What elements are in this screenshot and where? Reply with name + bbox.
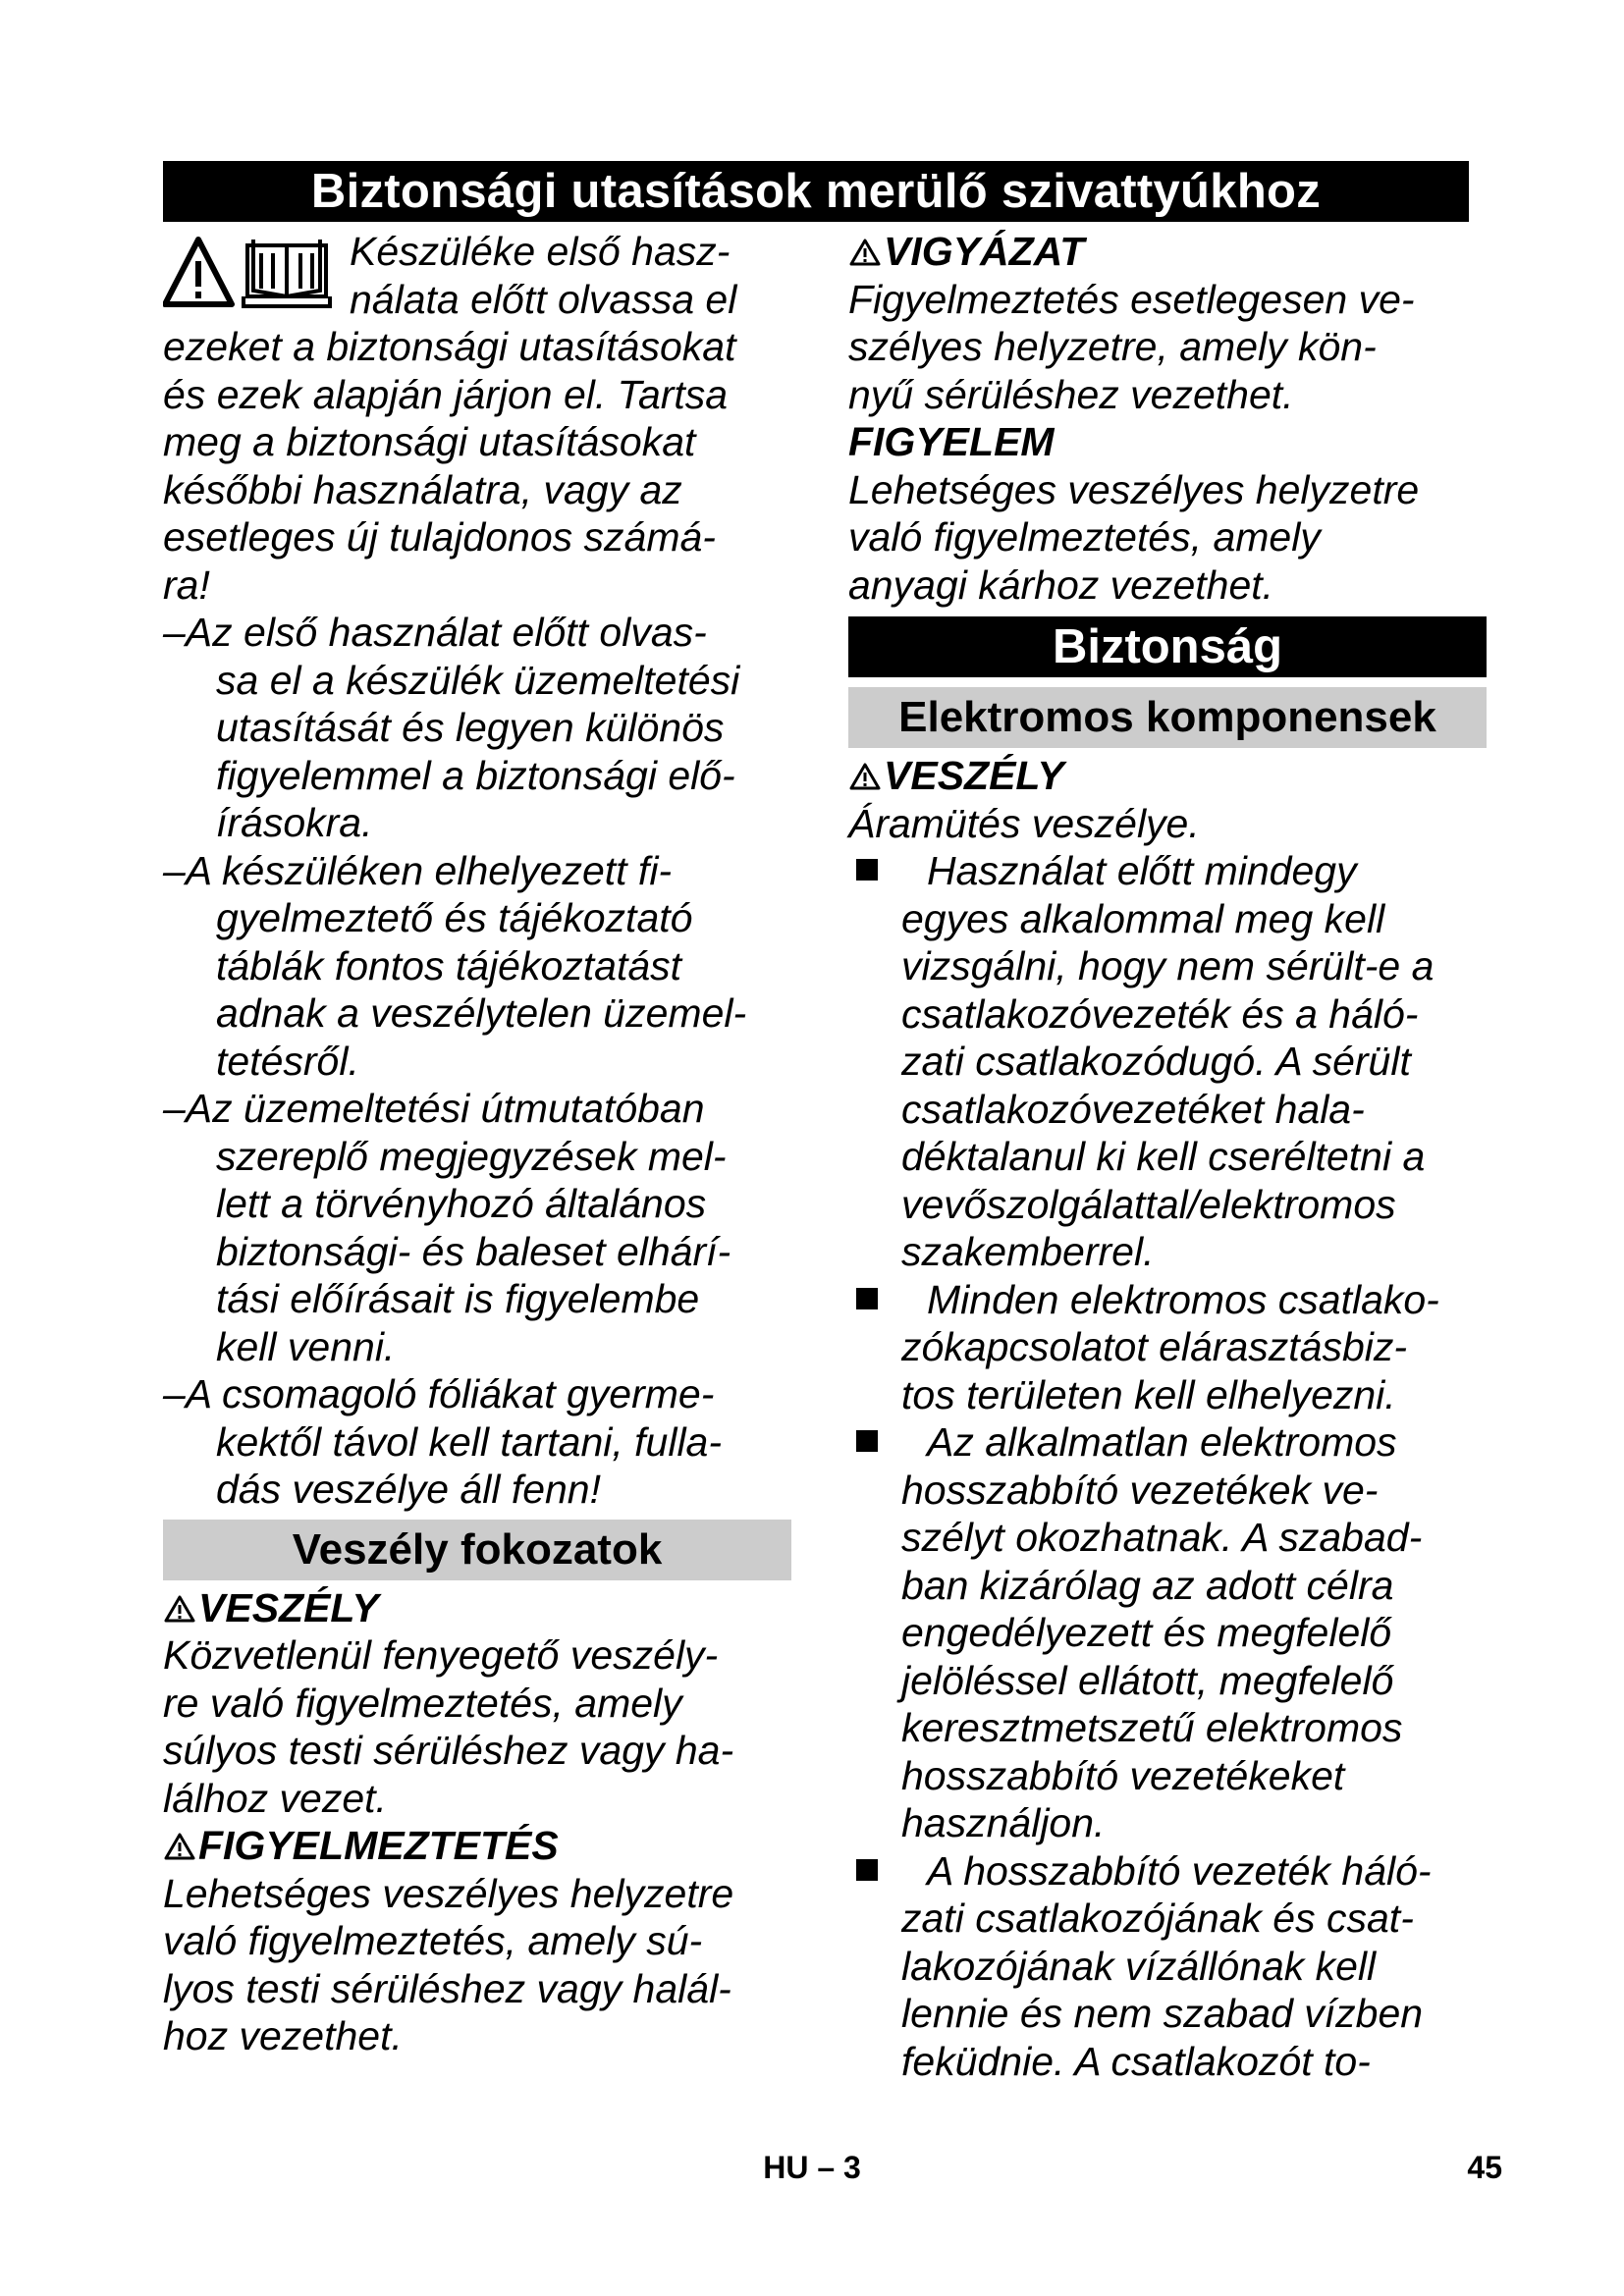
list-item-line: feküdnie. A csatlakozót to- xyxy=(901,2038,1371,2084)
warning-manual-icon xyxy=(163,234,336,314)
list-item-line: tetésről. xyxy=(216,1038,359,1084)
list-item xyxy=(163,609,791,847)
list-item-line: sa el a készülék üzemeltetési xyxy=(216,657,740,703)
notice-text-line: való figyelmeztetés, amely xyxy=(848,514,1321,560)
warning-icon xyxy=(163,1594,196,1624)
list-item xyxy=(848,1276,1487,1419)
right-column xyxy=(848,228,1487,2085)
list-item-line: jelöléssel ellátott, megfelelő xyxy=(901,1657,1394,1703)
list-item xyxy=(163,1085,791,1370)
list-item-line: adnak a veszélytelen üzemel- xyxy=(216,990,747,1036)
danger-text-line: Közvetlenül fenyegető veszély- xyxy=(163,1632,719,1678)
list-item-line: táblák fontos tájékoztatást xyxy=(216,942,682,988)
list-item-line: lakozójának vízállónak kell xyxy=(901,1943,1377,1989)
list-item-line: szereplő megjegyzések mel- xyxy=(216,1133,727,1179)
list-item-line: csatlakozóvezeték és a háló- xyxy=(901,990,1419,1037)
danger-label: VESZÉLY xyxy=(198,1584,379,1630)
caution-text-line: Figyelmeztetés esetlegesen ve- xyxy=(848,276,1415,322)
danger-text-line: súlyos testi sérüléshez vagy ha- xyxy=(163,1728,734,1773)
list-item-line: keresztmetszetű elektromos xyxy=(901,1705,1403,1750)
footer-section-code: HU – 3 xyxy=(763,2150,861,2185)
list-item-line: tos területen kell elhelyezni. xyxy=(901,1371,1396,1417)
list-item-line: dás veszélye áll fenn! xyxy=(216,1467,602,1512)
list-item-line: –Az első használat előtt olvas- xyxy=(163,610,707,655)
intro-line: ezeket a biztonsági utasításokat xyxy=(163,324,736,369)
notice-text-line: Lehetséges veszélyes helyzetre xyxy=(848,466,1420,512)
list-item-line: szakemberrel. xyxy=(901,1229,1155,1274)
list-item-line: csatlakozóvezetéket hala- xyxy=(901,1086,1365,1132)
warning-text-line: hoz vezethet. xyxy=(163,2013,403,2058)
list-item-line: zókapcsolatot elárasztásbiz- xyxy=(901,1324,1408,1369)
intro-paragraph xyxy=(163,228,791,609)
danger-text-line: lálhoz vezet. xyxy=(163,1775,387,1821)
notice-text-line: anyagi kárhoz vezethet. xyxy=(848,561,1274,608)
list-item-line: hosszabbító vezetékek ve- xyxy=(901,1467,1379,1513)
section-heading-danger-levels: Veszély fokozatok xyxy=(163,1520,791,1580)
danger-label: VESZÉLY xyxy=(884,753,1064,798)
list-item-line: gyelmeztető és tájékoztató xyxy=(216,895,693,940)
list-item-line: lennie és nem szabad vízben xyxy=(901,1991,1424,2036)
subsection-heading-electrical: Elektromos komponensek xyxy=(848,687,1487,748)
warning-icon xyxy=(848,238,882,267)
list-item-line: vevőszolgálattal/elektromos xyxy=(901,1181,1396,1227)
list-item-line: –Az üzemeltetési útmutatóban xyxy=(163,1086,705,1131)
list-item-line: –A csomagoló fóliákat gyerme- xyxy=(163,1371,715,1416)
list-item-line: kektől távol kell tartani, fulla- xyxy=(216,1418,723,1465)
caution-text-line: szélyes helyzetre, amely kön- xyxy=(848,324,1377,369)
intro-line: és ezek alapján járjon el. Tartsa xyxy=(163,371,729,417)
page-title: Biztonsági utasítások merülő szivattyúkhoz xyxy=(163,161,1469,222)
list-item xyxy=(848,1847,1487,2086)
square-bullet-icon xyxy=(856,1859,878,1881)
warning-icon xyxy=(163,1832,196,1861)
section-heading-safety: Biztonság xyxy=(848,616,1487,677)
list-item-line: lett a törvényhozó általános xyxy=(216,1181,707,1226)
left-column xyxy=(163,228,791,2060)
list-item-line: Az alkalmatlan elektromos xyxy=(927,1419,1397,1465)
list-item-line: zati csatlakozódugó. A sérült xyxy=(901,1039,1411,1084)
list-item-line: használjon. xyxy=(901,1800,1106,1845)
list-item-line: biztonsági- és baleset elhárí- xyxy=(216,1228,731,1274)
list-item xyxy=(163,847,791,1086)
list-item xyxy=(848,1418,1487,1847)
intro-line: Készüléke első hasz- xyxy=(350,229,731,274)
list-item-line: tási előírásait is figyelembe xyxy=(216,1276,700,1321)
danger-heading xyxy=(163,1584,791,1632)
intro-line: nálata előtt olvassa el xyxy=(350,276,737,322)
intro-line: ra! xyxy=(163,561,210,608)
list-item-line: Használat előtt mindegy xyxy=(927,848,1357,893)
list-item xyxy=(848,847,1487,1276)
danger-heading xyxy=(848,752,1487,800)
caution-text-line: nyű sérüléshez vezethet. xyxy=(848,371,1294,417)
list-item-line: déktalanul ki kell cseréltetni a xyxy=(901,1134,1426,1179)
warning-text-line: Lehetséges veszélyes helyzetre xyxy=(163,1870,734,1916)
list-item-line: szélyt okozhatnak. A szabad- xyxy=(901,1515,1423,1560)
list-item-line: írásokra. xyxy=(216,800,373,845)
list-item-line: kell venni. xyxy=(216,1323,396,1369)
list-item-line: –A készüléken elhelyezett fi- xyxy=(163,847,673,893)
intro-line: későbbi használatra, vagy az xyxy=(163,466,682,512)
intro-line: meg a biztonsági utasításokat xyxy=(163,419,696,464)
square-bullet-icon xyxy=(856,1430,878,1452)
list-item-line: ban kizárólag az adott célra xyxy=(901,1562,1394,1608)
page-number: 45 xyxy=(1467,2150,1502,2185)
list-item-line: utasítását és legyen különös xyxy=(216,705,725,750)
warning-label: FIGYELMEZTETÉS xyxy=(198,1823,559,1868)
list-item-line: zati csatlakozójának és csat- xyxy=(901,1896,1414,1941)
square-bullet-icon xyxy=(856,1288,878,1309)
list-item-line: vizsgálni, hogy nem sérült-e a xyxy=(901,943,1435,988)
list-item-line: figyelemmel a biztonsági elő- xyxy=(216,752,735,798)
list-item-line: Minden elektromos csatlako- xyxy=(927,1276,1439,1322)
warning-text-line: való figyelmeztetés, amely sú- xyxy=(163,1918,703,1963)
list-item xyxy=(163,1370,791,1514)
square-bullet-icon xyxy=(856,859,878,881)
warning-heading xyxy=(163,1822,791,1870)
danger-text-line: re való figyelmeztetés, amely xyxy=(163,1680,682,1726)
warning-text-line: lyos testi sérüléshez vagy halál- xyxy=(163,1965,731,2011)
caution-label: VIGYÁZAT xyxy=(884,229,1085,274)
notice-heading: FIGYELEM xyxy=(848,419,1055,464)
list-item-line: hosszabbító vezetékeket xyxy=(901,1752,1345,1798)
list-item-line: engedélyezett és megfelelő xyxy=(901,1610,1392,1655)
list-item-line: egyes alkalommal meg kell xyxy=(901,895,1385,941)
intro-line: esetleges új tulajdonos számá- xyxy=(163,514,716,560)
list-item-line: A hosszabbító vezeték háló- xyxy=(927,1847,1432,1894)
danger-text-line: Áramütés veszélye. xyxy=(848,800,1200,846)
warning-icon xyxy=(848,762,882,791)
caution-heading xyxy=(848,228,1487,276)
